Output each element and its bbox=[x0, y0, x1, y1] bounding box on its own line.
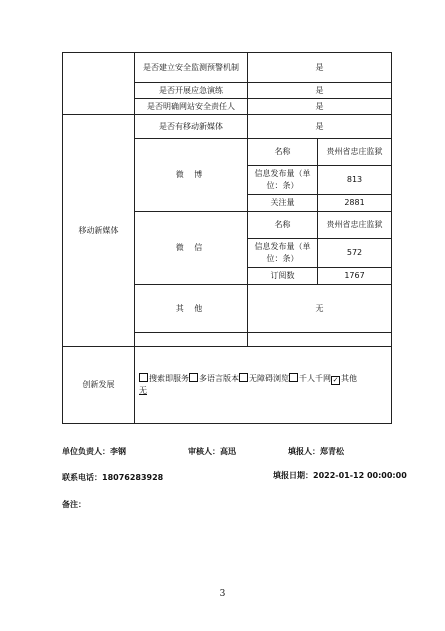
other-media-value: 无 bbox=[248, 285, 392, 333]
weibo-publish-value: 813 bbox=[318, 166, 392, 195]
weibo-publish-label: 信息发布量（单位：条） bbox=[248, 166, 318, 195]
unit-head-label: 单位负责人： bbox=[62, 447, 110, 456]
emergency-drill-label: 是否开展应急演练 bbox=[135, 83, 248, 99]
unit-head-value: 李钢 bbox=[110, 447, 126, 456]
wechat-name-label: 名称 bbox=[248, 212, 318, 239]
checkbox[interactable] bbox=[239, 373, 248, 382]
weibo-follow-value: 2881 bbox=[318, 195, 392, 212]
wechat-subscribe-value: 1767 bbox=[318, 268, 392, 285]
wechat-publish-value: 572 bbox=[318, 239, 392, 268]
table-row bbox=[63, 115, 392, 139]
reviewer bbox=[188, 446, 236, 457]
date-value: 2022-01-12 00:00:00 bbox=[313, 471, 407, 480]
innovation-other-text: 无 bbox=[139, 386, 147, 395]
checkbox[interactable] bbox=[189, 373, 198, 382]
table-row bbox=[63, 347, 392, 424]
security-responsible-label: 是否明确网站安全责任人 bbox=[135, 99, 248, 115]
filler-label: 填报人： bbox=[288, 447, 320, 456]
other-media-label: 其 他 bbox=[135, 285, 248, 333]
emergency-drill-value: 是 bbox=[248, 83, 392, 99]
warning-mechanism-label: 是否建立安全监测预警机制 bbox=[135, 53, 248, 83]
checkbox[interactable] bbox=[139, 373, 148, 382]
reviewer-label: 审核人： bbox=[188, 447, 220, 456]
phone-label: 联系电话： bbox=[62, 473, 102, 482]
date-label: 填报日期： bbox=[273, 471, 313, 480]
remarks-label: 备注： bbox=[62, 500, 86, 509]
has-mobile-media-label: 是否有移动新媒体 bbox=[135, 115, 248, 139]
innovation-label: 创新发展 bbox=[63, 347, 135, 424]
contact-phone bbox=[62, 472, 163, 483]
unit-head bbox=[62, 446, 126, 457]
report-table bbox=[62, 52, 392, 424]
phone-value: 18076283928 bbox=[102, 473, 164, 482]
wechat-label: 微 信 bbox=[135, 212, 248, 285]
checkbox[interactable] bbox=[289, 373, 298, 382]
filler-value: 郑青松 bbox=[320, 447, 344, 456]
weibo-label: 微 博 bbox=[135, 139, 248, 212]
filler bbox=[288, 446, 344, 457]
wechat-name-value: 贵州省忠庄监狱 bbox=[318, 212, 392, 239]
wechat-publish-label: 信息发布量（单位：条） bbox=[248, 239, 318, 268]
remarks bbox=[62, 499, 86, 510]
security-section-cell bbox=[63, 53, 135, 115]
spacer-cell bbox=[248, 333, 392, 347]
weibo-name-label: 名称 bbox=[248, 139, 318, 166]
mobile-media-label: 移动新媒体 bbox=[63, 115, 135, 347]
wechat-subscribe-label: 订阅数 bbox=[248, 268, 318, 285]
spacer-cell bbox=[135, 333, 248, 347]
reviewer-value: 高迅 bbox=[220, 447, 236, 456]
page-number: 3 bbox=[219, 589, 226, 599]
warning-mechanism-value: 是 bbox=[248, 53, 392, 83]
has-mobile-media-value: 是 bbox=[248, 115, 392, 139]
security-responsible-value: 是 bbox=[248, 99, 392, 115]
innovation-options bbox=[135, 347, 392, 424]
innovation-option: 千人千网 bbox=[289, 374, 331, 383]
fill-date bbox=[273, 470, 407, 481]
weibo-follow-label: 关注量 bbox=[248, 195, 318, 212]
innovation-option: 搜索即服务 bbox=[139, 374, 189, 383]
innovation-option: 多语言版本 bbox=[189, 374, 239, 383]
checkbox-checked[interactable]: ✓ bbox=[332, 376, 339, 384]
table-row bbox=[63, 53, 392, 83]
innovation-option: ✓ 其他 bbox=[332, 374, 357, 384]
weibo-name-value: 贵州省忠庄监狱 bbox=[318, 139, 392, 166]
innovation-option: 无障碍浏览 bbox=[239, 374, 289, 383]
